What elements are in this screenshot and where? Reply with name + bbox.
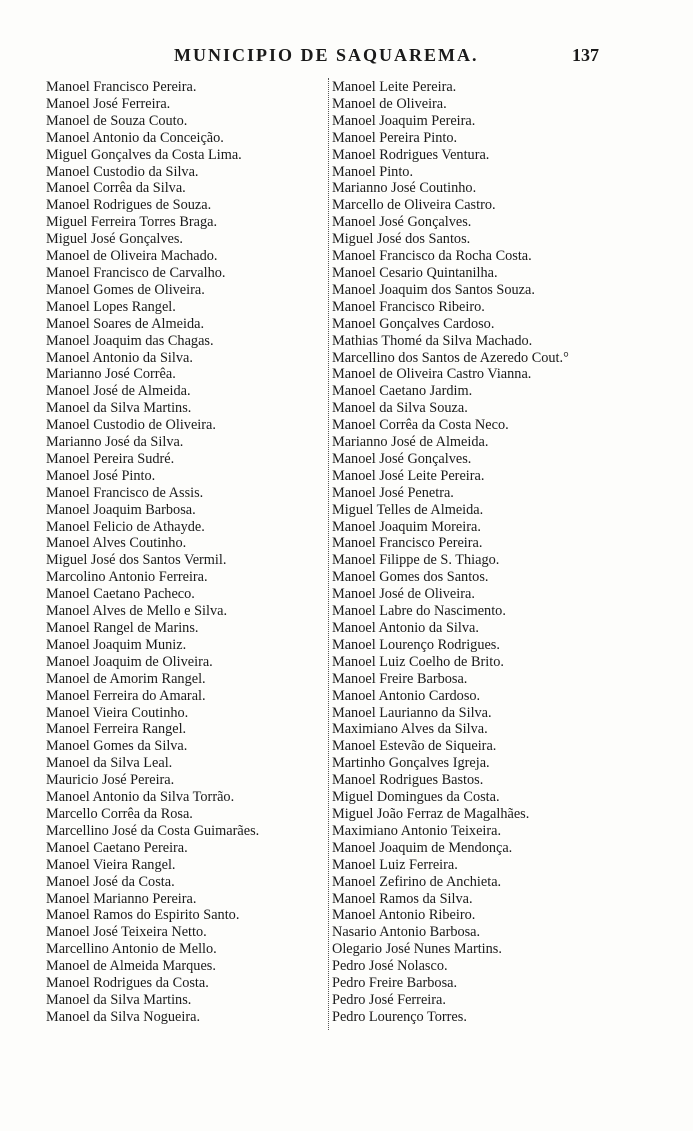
name-entry: Manoel José Ferreira. xyxy=(46,95,171,112)
name-entry: Manoel Antonio da Silva. xyxy=(46,349,193,366)
name-entry: Manoel Luiz Ferreira. xyxy=(332,856,458,873)
name-entry: Olegario José Nunes Martins. xyxy=(332,941,502,958)
name-entry: Manoel da Silva Nogueira. xyxy=(46,1008,201,1025)
name-entry: Manoel Joaquim Moreira. xyxy=(332,518,481,535)
name-entry: Manoel Francisco Pereira. xyxy=(46,79,197,95)
name-entry: Manoel José Teixeira Netto. xyxy=(46,924,207,941)
name-entry: Manoel Joaquim dos Santos Souza. xyxy=(332,281,535,298)
name-entry: Marianno José Coutinho. xyxy=(332,180,477,197)
name-entry: Manoel de Oliveira Castro Vianna. xyxy=(332,366,532,383)
name-entry: Manoel da Silva Martins. xyxy=(46,991,192,1008)
name-entry: Manoel Joaquim Barbosa. xyxy=(46,501,196,518)
page-number: 137 xyxy=(572,45,599,65)
name-entry: Manoel Vieira Rangel. xyxy=(46,856,176,873)
name-entry: Manoel Ferreira do Amaral. xyxy=(46,687,206,704)
name-entry: Manoel Custodio da Silva. xyxy=(46,163,199,180)
name-entry: Manoel Freire Barbosa. xyxy=(332,670,468,687)
name-entry: Pedro José Nolasco. xyxy=(332,958,448,975)
page-title: MUNICIPIO DE SAQUAREMA. xyxy=(174,45,479,65)
name-entry: Manoel Antonio da Conceição. xyxy=(46,129,224,146)
name-entry: Miguel Domingues da Costa. xyxy=(332,789,500,806)
name-entry: Manoel Gomes da Silva. xyxy=(46,738,188,755)
name-entry: Manoel Antonio Ribeiro. xyxy=(332,907,476,924)
name-entry: Manoel Joaquim das Chagas. xyxy=(46,332,214,349)
name-entry: Manoel Antonio da Silva Torrão. xyxy=(46,789,235,806)
name-entry: Manoel Caetano Pereira. xyxy=(46,839,188,856)
name-entry: Manoel Joaquim de Oliveira. xyxy=(46,653,213,670)
name-entry: Manoel Rodrigues de Souza. xyxy=(46,197,212,214)
name-entry: Marcellino Antonio de Mello. xyxy=(46,941,217,958)
name-entry: Manoel Francisco Pereira. xyxy=(332,535,483,552)
name-entry: Manoel de Almeida Marques. xyxy=(46,958,216,975)
name-entry: Marcellino José da Costa Guimarães. xyxy=(46,822,260,839)
right-name-column xyxy=(332,79,642,1026)
column-divider xyxy=(328,78,329,1030)
name-entry: Manoel de Amorim Rangel. xyxy=(46,670,206,687)
name-entry: Manoel Alves Coutinho. xyxy=(46,535,187,552)
name-entry: Manoel Francisco de Assis. xyxy=(46,484,204,501)
name-entry: Manoel Filippe de S. Thiago. xyxy=(332,552,500,569)
name-entry: Manoel Pinto. xyxy=(332,163,414,180)
name-entry: Manoel de Oliveira Machado. xyxy=(46,248,218,265)
name-entry: Manoel Francisco de Carvalho. xyxy=(46,264,226,281)
name-entry: Manoel José Gonçalves. xyxy=(332,214,472,231)
name-entry: Manoel da Silva Martins. xyxy=(46,400,192,417)
name-entry: Manoel Rodrigues da Costa. xyxy=(46,975,209,992)
name-entry: Mathias Thomé da Silva Machado. xyxy=(332,332,533,349)
name-entry: Manoel Leite Pereira. xyxy=(332,79,457,95)
name-entry: Manoel Pereira Pinto. xyxy=(332,129,458,146)
name-entry: Manoel Vieira Coutinho. xyxy=(46,704,189,721)
name-entry: Miguel João Ferraz de Magalhães. xyxy=(332,805,530,822)
name-entry: Manoel Marianno Pereira. xyxy=(46,890,197,907)
page-header xyxy=(0,44,693,68)
name-entry: Miguel José Gonçalves. xyxy=(46,231,183,248)
name-entry: Manoel Gomes dos Santos. xyxy=(332,569,489,586)
name-entry: Manoel Antonio da Silva. xyxy=(332,620,479,636)
name-entry: Manoel Soares de Almeida. xyxy=(46,315,205,332)
name-entry: Manoel Francisco Ribeiro. xyxy=(332,298,485,315)
name-entry: Manoel José de Almeida. xyxy=(46,383,191,400)
name-entry: Manoel Labre do Nascimento. xyxy=(332,603,506,620)
name-entry: Manoel Rodrigues Bastos. xyxy=(332,772,484,789)
name-entry: Manoel José Penetra. xyxy=(332,484,454,501)
name-entry: Manoel Cesario Quintanilha. xyxy=(332,264,498,281)
name-entry: Manoel Francisco da Rocha Costa. xyxy=(332,248,532,265)
name-entry: Manoel Felicio de Athayde. xyxy=(46,518,205,535)
name-entry: Manoel Ramos do Espirito Santo. xyxy=(46,907,240,924)
name-entry: Manoel José Gonçalves. xyxy=(332,450,472,467)
name-entry: Manoel José Pinto. xyxy=(46,467,156,484)
left-name-column xyxy=(46,79,326,1026)
name-entry: Marcellino dos Santos de Azeredo Cout.° xyxy=(332,349,569,366)
name-entry: Pedro Freire Barbosa. xyxy=(332,975,458,992)
name-entry: Manoel Joaquim Pereira. xyxy=(332,112,476,129)
name-entry: Miguel Telles de Almeida. xyxy=(332,501,484,518)
name-entry: Manoel Joaquim Muniz. xyxy=(46,636,187,653)
name-entry: Marianno José de Almeida. xyxy=(332,434,489,451)
name-entry: Manoel Luiz Coelho de Brito. xyxy=(332,653,504,670)
name-entry: Manoel José de Oliveira. xyxy=(332,586,475,603)
name-entry: Marcolino Antonio Ferreira. xyxy=(46,569,208,586)
name-entry: Manoel Ramos da Silva. xyxy=(332,890,473,907)
name-entry: Manoel Caetano Jardim. xyxy=(332,383,473,400)
name-entry: Manoel Lopes Rangel. xyxy=(46,298,176,315)
name-entry: Manoel Corrêa da Costa Neco. xyxy=(332,417,509,434)
name-entry: Manoel de Souza Couto. xyxy=(46,112,188,129)
name-entry: Manoel Alves de Mello e Silva. xyxy=(46,603,228,620)
name-entry: Mauricio José Pereira. xyxy=(46,772,175,789)
name-entry: Nasario Antonio Barbosa. xyxy=(332,924,481,941)
name-entry: Manoel Gonçalves Cardoso. xyxy=(332,315,495,332)
name-entry: Manoel Joaquim de Mendonça. xyxy=(332,839,513,856)
name-entry: Manoel Rangel de Marins. xyxy=(46,620,199,636)
name-entry: Manoel da Silva Leal. xyxy=(46,755,173,772)
name-entry: Manoel Zefirino de Anchieta. xyxy=(332,873,502,890)
name-entry: Manoel Lourenço Rodrigues. xyxy=(332,636,500,653)
name-entry: Manoel Caetano Pacheco. xyxy=(46,586,195,603)
name-entry: Manoel José Leite Pereira. xyxy=(332,467,485,484)
name-entry: Manoel Laurianno da Silva. xyxy=(332,704,492,721)
name-entry: Manoel José da Costa. xyxy=(46,873,175,890)
name-entry: Manoel Ferreira Rangel. xyxy=(46,721,187,738)
name-entry: Marcello Corrêa da Rosa. xyxy=(46,805,193,822)
name-entry: Miguel Gonçalves da Costa Lima. xyxy=(46,146,242,163)
name-entry: Manoel Custodio de Oliveira. xyxy=(46,417,216,434)
name-entry: Marianno José Corrêa. xyxy=(46,366,176,383)
name-entry: Miguel José dos Santos Vermil. xyxy=(46,552,227,569)
name-entry: Pedro José Ferreira. xyxy=(332,991,446,1008)
name-entry: Miguel Ferreira Torres Braga. xyxy=(46,214,218,231)
name-entry: Maximiano Antonio Teixeira. xyxy=(332,822,502,839)
name-entry: Manoel Gomes de Oliveira. xyxy=(46,281,205,298)
name-entry: Manoel Pereira Sudré. xyxy=(46,450,175,467)
name-entry: Manoel Rodrigues Ventura. xyxy=(332,146,490,163)
name-entry: Manoel Corrêa da Silva. xyxy=(46,180,186,197)
name-entry: Manoel da Silva Souza. xyxy=(332,400,468,417)
name-entry: Manoel de Oliveira. xyxy=(332,95,447,112)
name-entry: Maximiano Alves da Silva. xyxy=(332,721,488,738)
name-entry: Manoel Estevão de Siqueira. xyxy=(332,738,497,755)
name-entry: Martinho Gonçalves Igreja. xyxy=(332,755,490,772)
name-entry: Pedro Lourenço Torres. xyxy=(332,1008,467,1025)
name-entry: Miguel José dos Santos. xyxy=(332,231,471,248)
name-entry: Manoel Antonio Cardoso. xyxy=(332,687,481,704)
name-entry: Marianno José da Silva. xyxy=(46,434,184,451)
name-entry: Marcello de Oliveira Castro. xyxy=(332,197,496,214)
